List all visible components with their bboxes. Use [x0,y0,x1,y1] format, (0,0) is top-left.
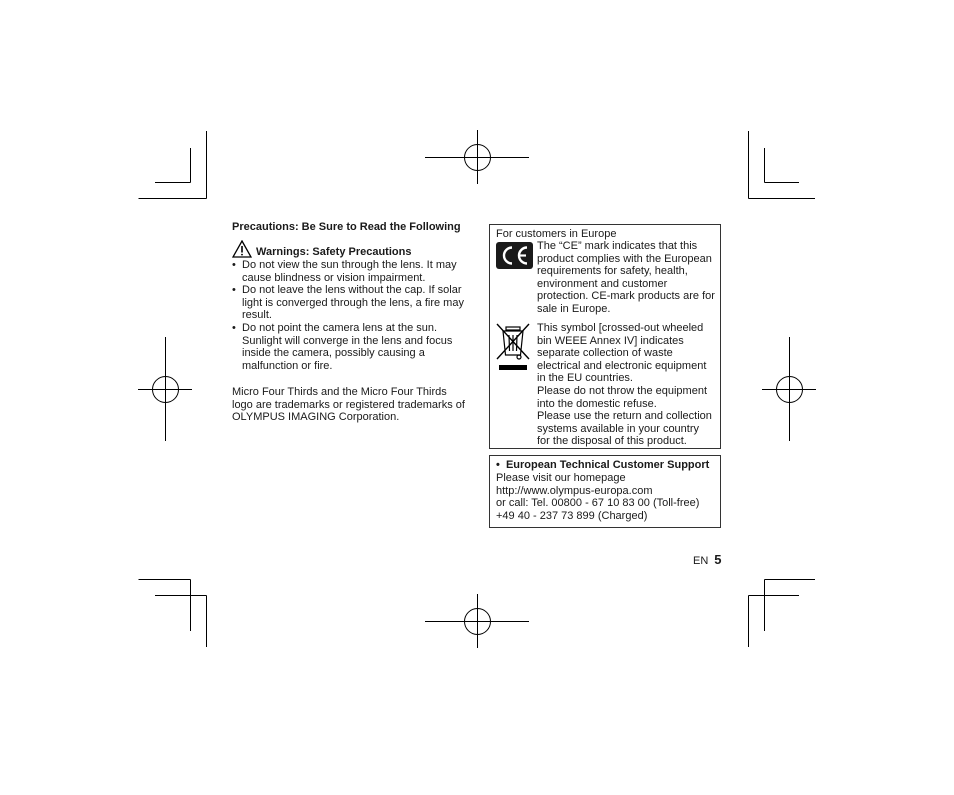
warning-list [232,259,472,372]
support-title: European Technical Customer Support [505,459,710,471]
ce-description: The “CE” mark indicates that this product complies with the European requirements for safety, health, environment and customer protection. CE-mark products are for sale in Europe. [537,240,715,315]
page-footer [693,552,722,567]
page-number: 5 [714,552,722,567]
precautions-heading: Precautions: Be Sure to Read the Following [232,221,461,233]
trademark-notice: Micro Four Thirds and the Micro Four Thirds logo are trademarks or registered trademarks of OLYMPUS IMAGING Corporation. [232,386,465,424]
warning-title: Warnings: Safety Precautions [256,246,412,258]
europe-box-title: For customers in Europe [496,228,617,240]
warning-item: • Do not view the sun through the lens. It may cause blindness or vision impairment. [232,259,472,284]
support-title-row [496,459,709,472]
support-url[interactable]: http://www.olympus-europa.com [496,484,653,497]
warning-triangle-icon [232,240,252,258]
warning-item: • Do not point the camera lens at the sun. Sunlight will converge in the lens and focus inside the camera, possibly causing a malfunction or fire. [232,322,472,372]
support-line: or call: Tel. 00800 - 67 10 83 00 (Toll-free) [496,497,700,510]
support-line: Please visit our homepage [496,472,626,484]
support-line: +49 40 - 237 73 899 (Charged) [496,509,648,522]
ce-mark-icon [496,242,533,269]
crossed-bin-icon [495,322,531,372]
europe-box [489,224,721,449]
weee-description: This symbol [crossed-out wheeled bin WEEE Annex IV] indicates separate collection of waste electrical and electronic equipment in the EU countries. Please do not throw the equipment into the domestic refuse. Please use the return and collection systems available in your country for the disposal of this product. [537,322,712,448]
warning-title-row [232,240,472,258]
warning-item: • Do not leave the lens without the cap. If solar light is converged through the lens, a fire may result. [232,284,472,322]
support-bullet: • [496,459,506,471]
language-code: EN [693,555,709,567]
warning-section [232,240,472,372]
support-lines [496,472,699,522]
support-box [489,455,721,528]
